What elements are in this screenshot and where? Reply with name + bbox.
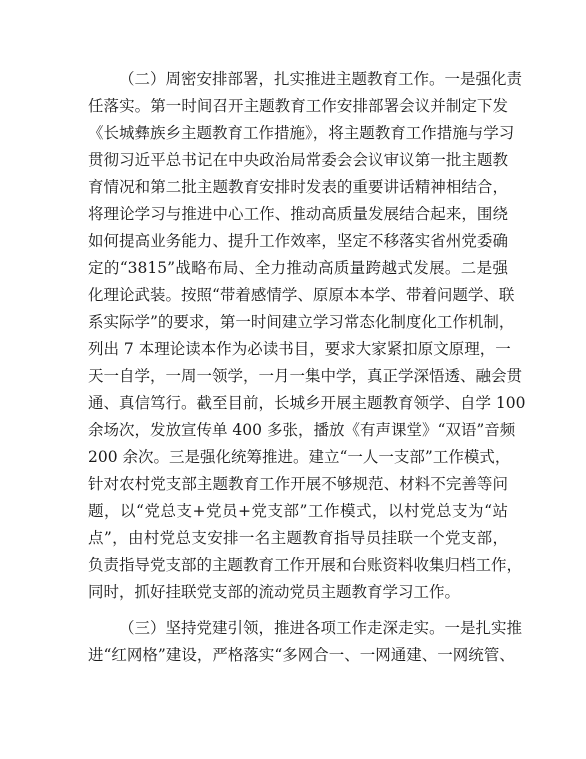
paragraph-line: 200 余次。三是强化统筹推进。建立“一人一支部”工作模式，: [88, 448, 511, 466]
paragraph-line: （二）周密安排部署，扎实推进主题教育工作。一是强化责: [119, 70, 523, 88]
paragraph-line: 针对农村党支部主题教育工作开展不够规范、材料不完善等问: [88, 475, 508, 493]
paragraph-line: 列出 7 本理论读本作为必读书目，要求大家紧扣原文原理，一: [88, 340, 511, 358]
paragraph-line: 通、真信笃行。截至目前，长城乡开展主题教育领学、自学 100: [88, 394, 526, 412]
paragraph-line: 负责指导党支部的主题教育工作开展和台账资料收集归档工作，: [88, 556, 523, 574]
paragraph-line: 进“红网格”建设，严格落实“多网合一、一网通建、一网统管、: [88, 646, 515, 664]
paragraph-line: （三）坚持党建引领，推进各项工作走深走实。一是扎实推: [119, 619, 523, 637]
paragraph-line: 《长城彝族乡主题教育工作措施》，将主题教育工作措施与学习: [88, 124, 515, 142]
paragraph-line: 化理论武装。按照“带着感情学、原原本本学、带着问题学、联: [88, 286, 515, 304]
paragraph-line: 将理论学习与推进中心工作、推动高质量发展结合起来，围绕: [88, 205, 508, 223]
paragraph-line: 育情况和第二批主题教育安排时发表的重要讲话精神相结合，: [88, 178, 508, 196]
paragraph-line: 点”，由村党总支安排一名主题教育指导员挂联一个党支部，: [88, 529, 508, 547]
paragraph-line: 任落实。第一时间召开主题教育工作安排部署会议并制定下发: [88, 97, 508, 115]
paragraph-line: 题，以“党总支+党员+党支部”工作模式，以村党总支为“站: [88, 502, 508, 520]
paragraph-line: 定的“3815”战略布局、全力推动高质量跨越式发展。二是强: [88, 259, 508, 277]
paragraph-line: 余场次，发放宣传单 400 多张，播放《有声课堂》“双语”音频: [88, 421, 516, 439]
paragraph-line: 同时，抓好挂联党支部的流动党员主题教育学习工作。: [88, 583, 461, 601]
paragraph-line: 如何提高业务能力、提升工作效率，坚定不移落实省州党委确: [88, 232, 508, 250]
paragraph-line: 系实际学”的要求，第一时间建立学习常态化制度化工作机制，: [88, 313, 515, 331]
paragraph-line: 天一自学，一周一领学，一月一集中学，真正学深悟透、融会贯: [88, 367, 523, 385]
paragraph-line: 贯彻习近平总书记在中央政治局常委会会议审议第一批主题教: [88, 151, 508, 169]
